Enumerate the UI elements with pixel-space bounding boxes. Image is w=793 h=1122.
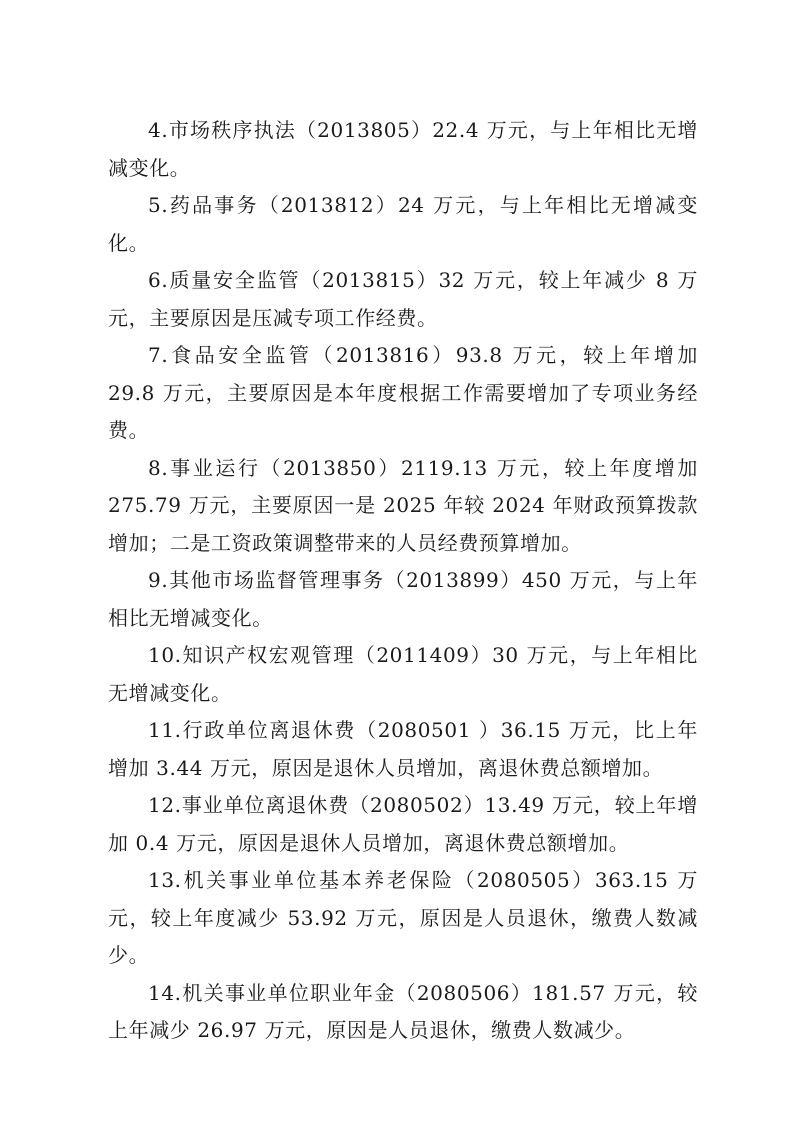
paragraph-item-4: 4.市场秩序执法（2013805）22.4 万元，与上年相比无增减变化。 [108,118,698,180]
paragraph-item-5: 5.药品事务（2013812）24 万元，与上年相比无增减变化。 [108,193,698,255]
paragraph-item-9: 9.其他市场监督管理事务（2013899）450 万元，与上年相比无增减变化。 [108,568,698,630]
document-body [108,112,698,1050]
paragraph-item-13: 13.机关事业单位基本养老保险（2080505）363.15 万元，较上年度减少 53.92 万元，原因是人员退休，缴费人数减少。 [108,868,698,967]
paragraph-item-7: 7.食品安全监管（2013816）93.8 万元，较上年增加 29.8 万元，主要原因是本年度根据工作需要增加了专项业务经费。 [108,343,698,442]
paragraph-item-14: 14.机关事业单位职业年金（2080506）181.57 万元，较上年减少 26.97 万元，原因是人员退休，缴费人数减少。 [108,980,698,1042]
paragraph-item-6: 6.质量安全监管（2013815）32 万元，较上年减少 8 万元，主要原因是压减专项工作经费。 [108,268,698,330]
paragraph-item-11: 11.行政单位离退休费（2080501 ）36.15 万元，比上年增加 3.44 万元，原因是退休人员增加，离退休费总额增加。 [108,718,698,780]
paragraph-item-12: 12.事业单位离退休费（2080502）13.49 万元，较上年增加 0.4 万元，原因是退休人员增加，离退休费总额增加。 [108,793,698,855]
paragraph-item-8: 8.事业运行（2013850）2119.13 万元，较上年度增加 275.79 万元，主要原因一是 2025 年较 2024 年财政预算拨款增加；二是工资政策调整带来的人员经费预算增加。 [108,455,698,555]
paragraph-item-10: 10.知识产权宏观管理（2011409）30 万元，与上年相比无增减变化。 [108,643,698,705]
